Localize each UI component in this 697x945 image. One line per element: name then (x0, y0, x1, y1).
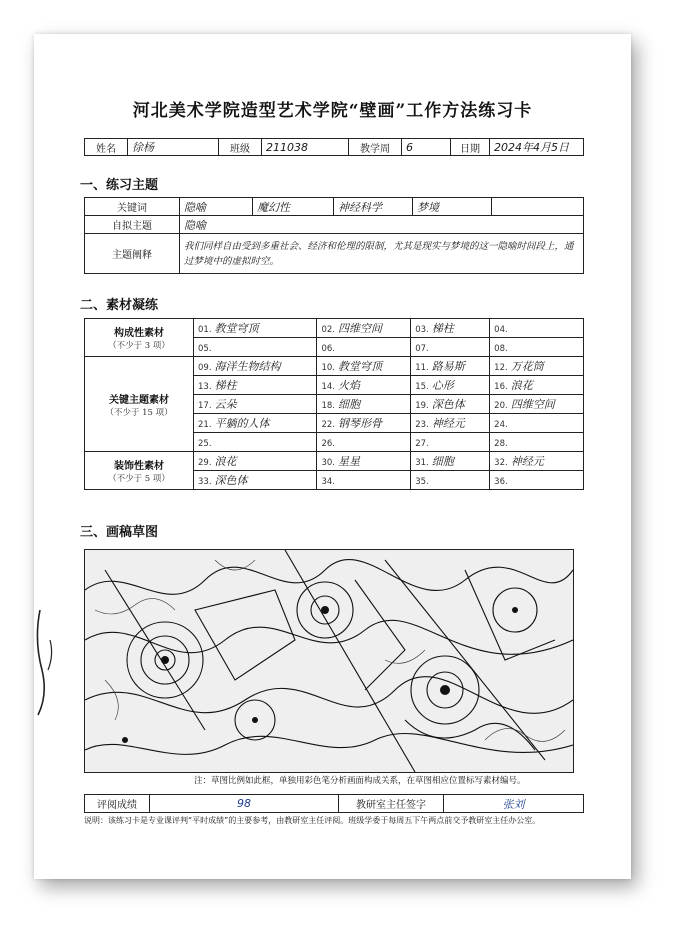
material-number: 30. (321, 458, 335, 468)
key-theme-material-cell (317, 414, 411, 433)
key-theme-material-cell (411, 376, 490, 395)
decorative-material-cell (317, 452, 411, 471)
material-number: 33. (198, 477, 212, 487)
decorative-material-cell (490, 452, 584, 471)
material-number: 25. (198, 438, 212, 449)
date-label: 日期 (451, 139, 490, 156)
material-number: 22. (321, 420, 335, 430)
key-theme-label: 关键主题素材 (109, 394, 169, 406)
material-text: 教堂穹顶 (337, 360, 382, 373)
theme-value: 隐喻 (180, 216, 584, 234)
section3-heading: 三、画稿草图 (80, 525, 159, 540)
sketch-drawing (84, 549, 574, 773)
material-number: 13. (198, 382, 212, 392)
theme-label: 自拟主题 (85, 216, 180, 234)
name-label: 姓名 (85, 139, 128, 156)
sketch-illustration (85, 550, 573, 772)
material-number: 32. (494, 458, 508, 468)
composition-material-cell (317, 319, 411, 338)
composition-material-cell (194, 338, 317, 357)
material-text: 星星 (337, 455, 360, 468)
decorative-material-cell (411, 471, 490, 490)
desc-value: 我们同样自由受到多重社会、经济和伦理的限制，尤其是现实与梦境的这一隐喻时间段上，通过梦境中的虚拟时空。 (180, 234, 584, 274)
class-label: 班级 (219, 139, 262, 156)
key-theme-material-cell (317, 395, 411, 414)
material-number: 20. (494, 401, 508, 411)
composition-label-cell (85, 319, 194, 357)
grade-value: 98 (150, 795, 339, 813)
material-text: 深色体 (214, 474, 248, 487)
material-number: 11. (415, 363, 429, 373)
composition-material-cell (490, 338, 584, 357)
footer-table (84, 794, 584, 813)
material-text: 浪花 (510, 379, 533, 392)
composition-material-cell (490, 319, 584, 338)
material-number: 14. (321, 382, 335, 392)
material-number: 19. (415, 401, 429, 411)
material-number: 09. (198, 363, 212, 373)
composition-label: 构成性素材 (114, 328, 164, 339)
material-number: 16. (494, 382, 508, 392)
material-text: 深色体 (431, 398, 465, 411)
margin-scribble (28, 600, 68, 720)
class-value: 211038 (262, 139, 349, 156)
key-theme-material-cell (490, 376, 584, 395)
key-theme-material-cell (194, 414, 317, 433)
material-text: 平躺的人体 (214, 417, 270, 430)
decorative-label-cell (85, 452, 194, 490)
worksheet-title: 河北美术学院造型艺术学院“壁画”工作方法练习卡 (132, 101, 533, 121)
material-number: 34. (321, 476, 335, 487)
material-number: 02. (321, 325, 335, 335)
decorative-note: （不少于 5 项） (108, 474, 170, 484)
composition-material-cell (411, 319, 490, 338)
decorative-material-cell (194, 452, 317, 471)
keyword-2: 魔幻性 (253, 198, 334, 216)
material-text: 四维空间 (337, 322, 382, 335)
material-number: 26. (321, 438, 335, 449)
material-text: 火焰 (337, 379, 360, 392)
material-text: 万花筒 (510, 360, 544, 373)
material-number: 01. (198, 325, 212, 335)
material-number: 17. (198, 401, 212, 411)
decorative-material-cell (490, 471, 584, 490)
composition-note: （不少于 3 项） (108, 341, 170, 351)
decorative-material-cell (194, 471, 317, 490)
director-signature: 张刘 (444, 795, 584, 813)
key-theme-label-cell (85, 357, 194, 452)
material-number: 31. (415, 458, 429, 468)
materials-table (84, 318, 584, 490)
decorative-material-cell (317, 471, 411, 490)
material-text: 海洋生物结构 (214, 360, 281, 373)
key-theme-material-cell (194, 433, 317, 452)
material-number: 10. (321, 363, 335, 373)
sketch-note: 注：草图比例如此框，单独用彩色笔分析画面构成关系，在草图相应位置标写素材编号。 (194, 776, 526, 786)
material-text: 细胞 (337, 398, 360, 411)
material-number: 05. (198, 343, 212, 354)
decorative-label: 装饰性素材 (114, 461, 164, 472)
material-text: 钢琴形骨 (337, 417, 382, 430)
key-theme-material-cell (194, 376, 317, 395)
composition-material-cell (411, 338, 490, 357)
key-theme-material-cell (194, 357, 317, 376)
material-text: 云朵 (214, 398, 237, 411)
material-number: 18. (321, 401, 335, 411)
composition-material-cell (317, 338, 411, 357)
keyword-3: 神经科学 (334, 198, 413, 216)
material-number: 07. (415, 343, 429, 354)
keyword-4: 梦境 (413, 198, 492, 216)
material-number: 08. (494, 343, 508, 354)
material-number: 29. (198, 458, 212, 468)
key-theme-material-cell (194, 395, 317, 414)
material-text: 心形 (431, 379, 454, 392)
section2-heading: 二、素材凝练 (80, 298, 159, 313)
header-table (84, 138, 584, 156)
keyword-1: 隐喻 (180, 198, 253, 216)
material-text: 路易斯 (431, 360, 465, 373)
key-theme-material-cell (490, 433, 584, 452)
material-text: 神经元 (510, 455, 544, 468)
material-number: 27. (415, 438, 429, 449)
material-number: 28. (494, 438, 508, 449)
material-text: 浪花 (214, 455, 237, 468)
key-theme-material-cell (490, 414, 584, 433)
section1-heading: 一、练习主题 (80, 178, 159, 193)
material-text: 四维空间 (510, 398, 555, 411)
desc-label: 主题阐释 (85, 234, 180, 274)
key-theme-material-cell (411, 414, 490, 433)
key-theme-material-cell (411, 433, 490, 452)
material-number: 21. (198, 420, 212, 430)
composition-material-cell (194, 319, 317, 338)
material-number: 03. (415, 325, 429, 335)
worksheet-paper (34, 34, 631, 879)
key-theme-material-cell (490, 357, 584, 376)
decorative-material-cell (411, 452, 490, 471)
material-number: 24. (494, 419, 508, 430)
material-number: 12. (494, 363, 508, 373)
key-theme-material-cell (317, 433, 411, 452)
material-text: 梯柱 (214, 379, 237, 392)
name-value: 徐杨 (128, 139, 219, 156)
week-value: 6 (402, 139, 451, 156)
material-number: 15. (415, 382, 429, 392)
week-label: 教学周 (349, 139, 402, 156)
material-text: 梯柱 (431, 322, 454, 335)
material-number: 23. (415, 420, 429, 430)
key-theme-note: （不少于 15 项） (105, 407, 173, 418)
material-number: 06. (321, 343, 335, 354)
key-theme-material-cell (411, 395, 490, 414)
material-number: 04. (494, 324, 508, 335)
key-theme-material-cell (490, 395, 584, 414)
date-value: 2024年4月5日 (490, 139, 584, 156)
material-text: 神经元 (431, 417, 465, 430)
keywords-label: 关键词 (85, 198, 180, 216)
sign-label: 教研室主任签字 (339, 795, 444, 813)
key-theme-material-cell (317, 376, 411, 395)
grade-label: 评阅成绩 (85, 795, 150, 813)
key-theme-material-cell (317, 357, 411, 376)
material-number: 36. (494, 476, 508, 487)
material-text: 教堂穹顶 (214, 322, 259, 335)
key-theme-material-cell (411, 357, 490, 376)
material-number: 35. (415, 476, 429, 487)
footer-remark: 说明：该练习卡是专业课评判“平时成绩”的主要参考，由教研室主任评阅。班级学委于每周五下午两点前交予教研室主任办公室。 (84, 816, 541, 825)
theme-table (84, 197, 584, 274)
material-text: 细胞 (431, 455, 454, 468)
